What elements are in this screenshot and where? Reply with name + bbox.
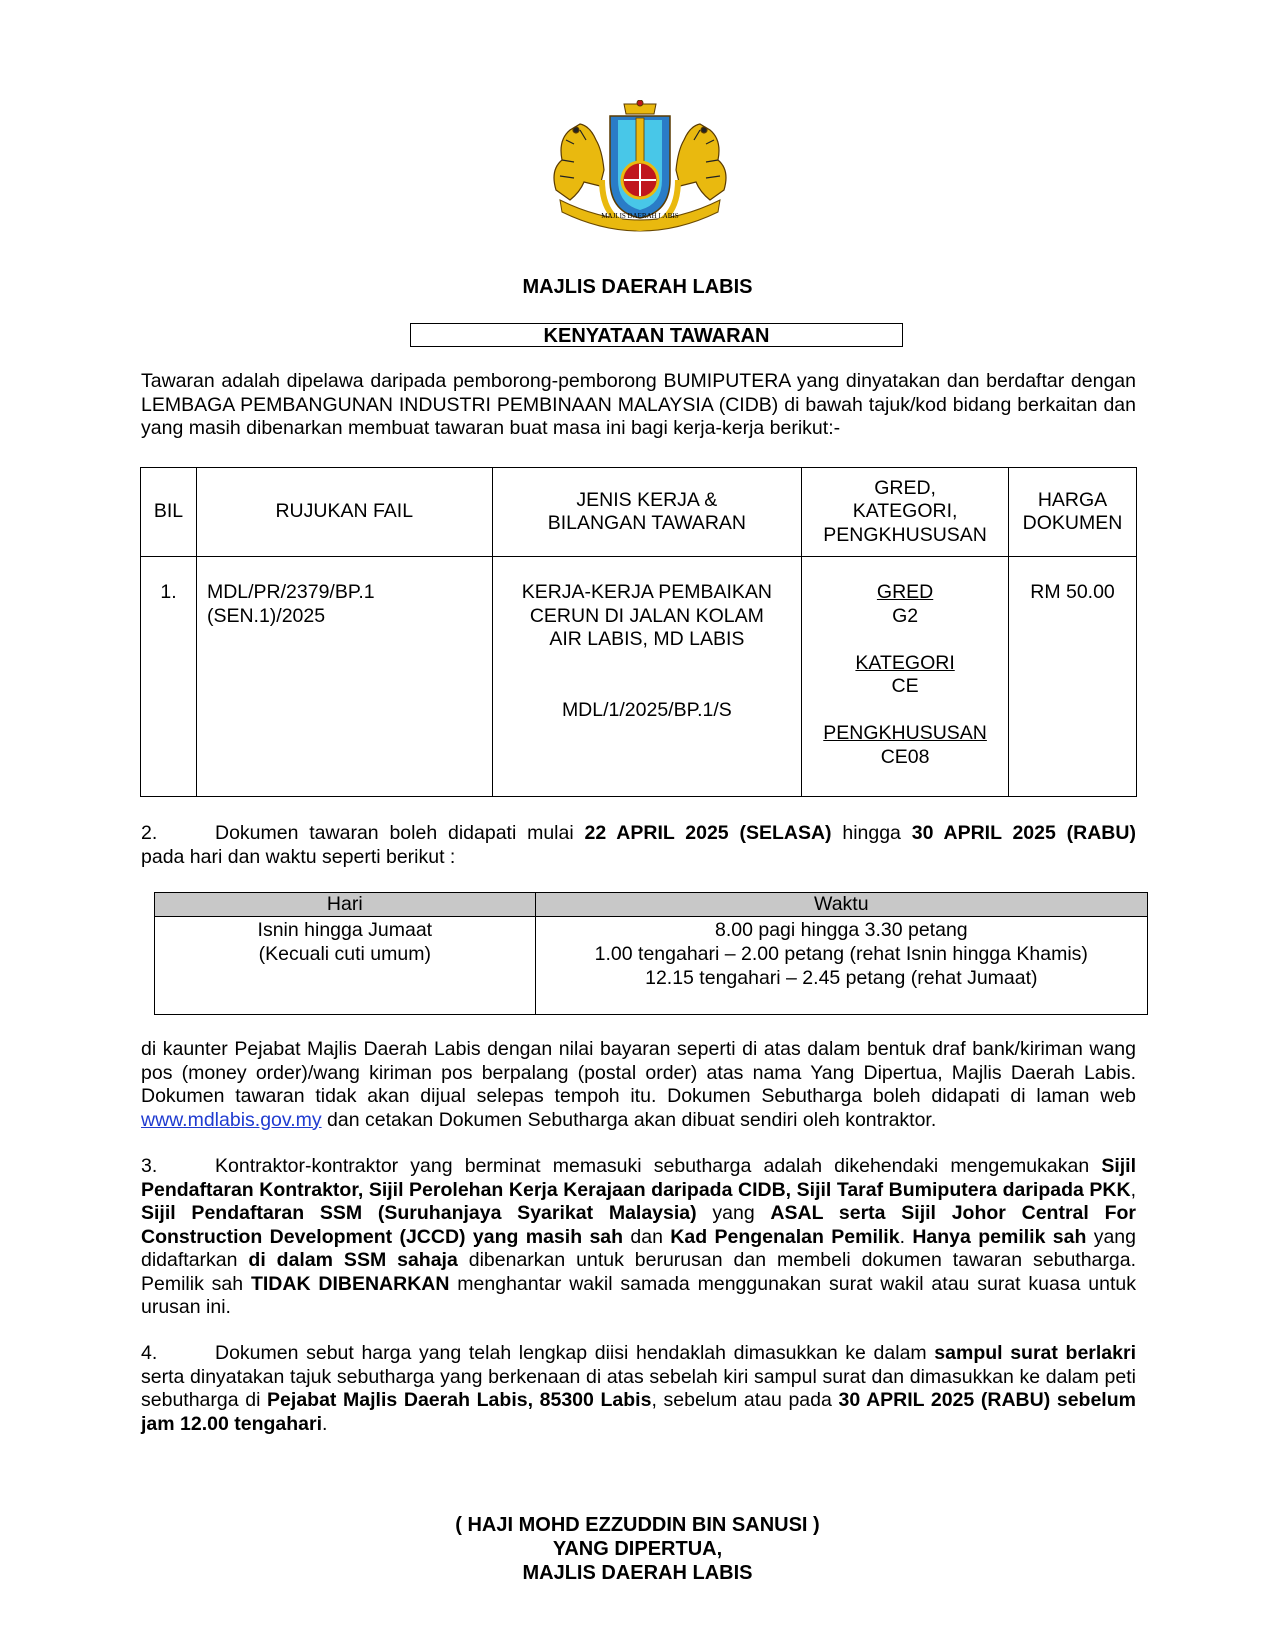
kategori-label: KATEGORI [855, 651, 955, 674]
col-jenis-line1: JENIS KERJA & [576, 488, 718, 511]
hari-line2: (Kecuali cuti umum) [258, 943, 431, 965]
document-title: KENYATAAN TAWARAN [410, 323, 903, 347]
cell-bil: 1. [141, 557, 197, 797]
p2-text1: Dokumen tawaran boleh didapati mulai [215, 822, 585, 844]
col-gred-line3: PENGKHUSUSAN [823, 523, 987, 546]
crest-ribbon-text: MAJLIS DAERAH LABIS [601, 212, 679, 220]
table-row [141, 557, 1137, 797]
p3-t9: menghantar wakil samada menggunakan surat wakil atau surat kuasa untuk urusan ini. [141, 1272, 1136, 1318]
crest-icon [540, 100, 740, 250]
p3-b1: Sijil Pendaftaran Kontraktor, Sijil Perolehan Kerja Kerajaan daripada CIDB, [141, 1155, 1136, 1201]
signatory-name: ( HAJI MOHD EZZUDDIN BIN SANUSI ) [455, 1514, 820, 1536]
signatory-org: MAJLIS DAERAH LABIS [522, 1562, 753, 1584]
col-harga [1009, 468, 1137, 557]
paragraph-2-number: 2. [141, 822, 158, 844]
waktu-line2: 1.00 tengahari – 2.00 petang (rehat Isnin hingga Khamis) [594, 943, 1088, 965]
col-waktu: Waktu [535, 893, 1147, 917]
p3-b4: ASAL serta Sijil Johor Central For Construction Development (JCCD) yang masih sah [141, 1202, 1136, 1248]
tender-table-header [141, 468, 1137, 557]
cell-waktu [535, 917, 1147, 1015]
col-harga-line2: DOKUMEN [1022, 512, 1123, 534]
hari-line1: Isnin hingga Jumaat [257, 919, 433, 941]
paragraph-3-number: 3. [141, 1155, 158, 1177]
p4-t2: serta dinyatakan tajuk sebutharga yang berkenaan di atas sebelah kiri sampul surat dan dimasukkan ke dalam peti sebutharga di [141, 1365, 1136, 1411]
website-link[interactable]: www.mdlabis.gov.my [141, 1108, 322, 1131]
pengkhususan-label: PENGKHUSUSAN [823, 722, 987, 744]
p3-b6: Hanya pemilik sah [912, 1225, 1087, 1248]
p3-t3: , [1130, 1178, 1136, 1201]
col-jenis-line2: BILANGAN TAWARAN [547, 512, 746, 534]
p3-t4: yang [696, 1202, 771, 1224]
p4-t4: . [322, 1412, 328, 1435]
p3-t1: Kontraktor-kontraktor yang berminat memasuki sebutharga adalah dikehendaki mengemukakan [215, 1155, 1102, 1177]
waktu-line3: 12.15 tengahari – 2.45 petang (rehat Jumaat) [645, 967, 1038, 989]
col-gred-line1: GRED, [874, 476, 936, 499]
col-gred [802, 468, 1009, 557]
jenis-code: MDL/1/2025/BP.1/S [561, 698, 732, 721]
p3-b2: Sijil Taraf Bumiputera daripada PKK [796, 1178, 1131, 1201]
col-rujukan: RUJUKAN FAIL [196, 468, 492, 557]
counter-paragraph [141, 1038, 1136, 1132]
table-row [155, 917, 1148, 1015]
rujukan-line2: (SEN.1)/2025 [206, 604, 326, 627]
col-gred-line2: KATEGORI, [852, 500, 958, 523]
p3-t7: yang didaftarkan [141, 1225, 1136, 1271]
intro-paragraph: Tawaran adalah dipelawa daripada pemborong-pemborong BUMIPUTERA yang dinyatakan dan berdaftar dengan LEMBAGA PEMBANGUNAN INDUSTRI PEMBINAAN MALAYSIA (CIDB) di bawah tajuk/kod bidang berkaitan dan yang masih dibenarkan membuat tawaran buat masa ini bagi kerja-kerja berikut:- [141, 370, 1136, 439]
cell-rujukan [196, 557, 492, 797]
paragraph-3 [141, 1155, 1136, 1320]
gred-value: G2 [892, 604, 919, 627]
p3-b3: Sijil Pendaftaran SSM (Suruhanjaya Syarikat Malaysia) [141, 1202, 697, 1224]
col-harga-line1: HARGA [1037, 488, 1108, 511]
p3-b8: TIDAK DIBENARKAN [250, 1272, 450, 1295]
p3-b5: Kad Pengenalan Pemilik [670, 1225, 900, 1248]
signatory-title: YANG DIPERTUA, [552, 1538, 723, 1560]
paragraph-4 [141, 1342, 1136, 1436]
col-bil: BIL [141, 468, 197, 557]
p2-date-start: 22 APRIL 2025 (SELASA) [584, 822, 832, 844]
p3-t8: dibenarkan untuk berurusan dan membeli dokumen tawaran sebutharga. Pemilik sah [141, 1249, 1136, 1295]
jenis-line3: AIR LABIS, MD LABIS [549, 628, 745, 650]
rujukan-line1: MDL/PR/2379/BP.1 [206, 581, 375, 603]
hours-table [154, 892, 1148, 1015]
p3-t5: dan [623, 1225, 671, 1248]
col-jenis [492, 468, 802, 557]
p2-date-end: 30 APRIL 2025 (RABU) [911, 822, 1136, 844]
p4-t1: Dokumen sebut harga yang telah lengkap diisi hendaklah dimasukkan ke dalam [215, 1342, 935, 1364]
cell-gred [802, 557, 1009, 797]
paragraph-2-line1 [141, 822, 1136, 846]
p4-b3: 30 APRIL 2025 (RABU) sebelum jam 12.00 tengahari [141, 1389, 1136, 1435]
col-hari: Hari [155, 893, 536, 917]
p4-b1: sampul surat berlakri [934, 1342, 1136, 1364]
p2-text2: hingga [831, 822, 912, 844]
p4-b2: Pejabat Majlis Daerah Labis, 85300 Labis [267, 1389, 652, 1411]
signature-block [0, 1513, 1275, 1585]
kategori-value: CE [891, 675, 919, 697]
paragraph-2 [141, 822, 1136, 869]
cell-jenis [492, 557, 802, 797]
pengkhususan-value: CE08 [880, 745, 930, 768]
tender-table [140, 467, 1137, 797]
org-title: MAJLIS DAERAH LABIS [522, 276, 753, 298]
paragraph-2-line2: pada hari dan waktu seperti berikut : [141, 845, 456, 868]
jenis-line2: CERUN DI JALAN KOLAM [529, 604, 764, 627]
jenis-line1: KERJA-KERJA PEMBAIKAN [521, 581, 773, 603]
paragraph-4-number: 4. [141, 1342, 158, 1364]
p3-b7: di dalam SSM sahaja [248, 1249, 458, 1271]
cell-harga: RM 50.00 [1009, 557, 1137, 797]
gred-label: GRED [876, 581, 934, 603]
counter-text1: di kaunter Pejabat Majlis Daerah Labis dengan nilai bayaran seperti di atas dalam bentuk draf bank/kiriman wang pos (money order)/wang kiriman pos berpalang (postal order) atas nama Yang Dipertua, Majlis Daerah Labis. Dokumen tawaran tidak akan dijual selepas tempoh itu. Dokumen Sebutharga boleh didapati di laman web [141, 1038, 1136, 1107]
p4-t3: , sebelum atau pada [651, 1389, 839, 1411]
waktu-line1: 8.00 pagi hingga 3.30 petang [714, 919, 968, 941]
p3-t6: . [899, 1225, 913, 1248]
cell-hari [155, 917, 536, 1015]
counter-text2: dan cetakan Dokumen Sebutharga akan dibuat sendiri oleh kontraktor. [321, 1108, 937, 1131]
